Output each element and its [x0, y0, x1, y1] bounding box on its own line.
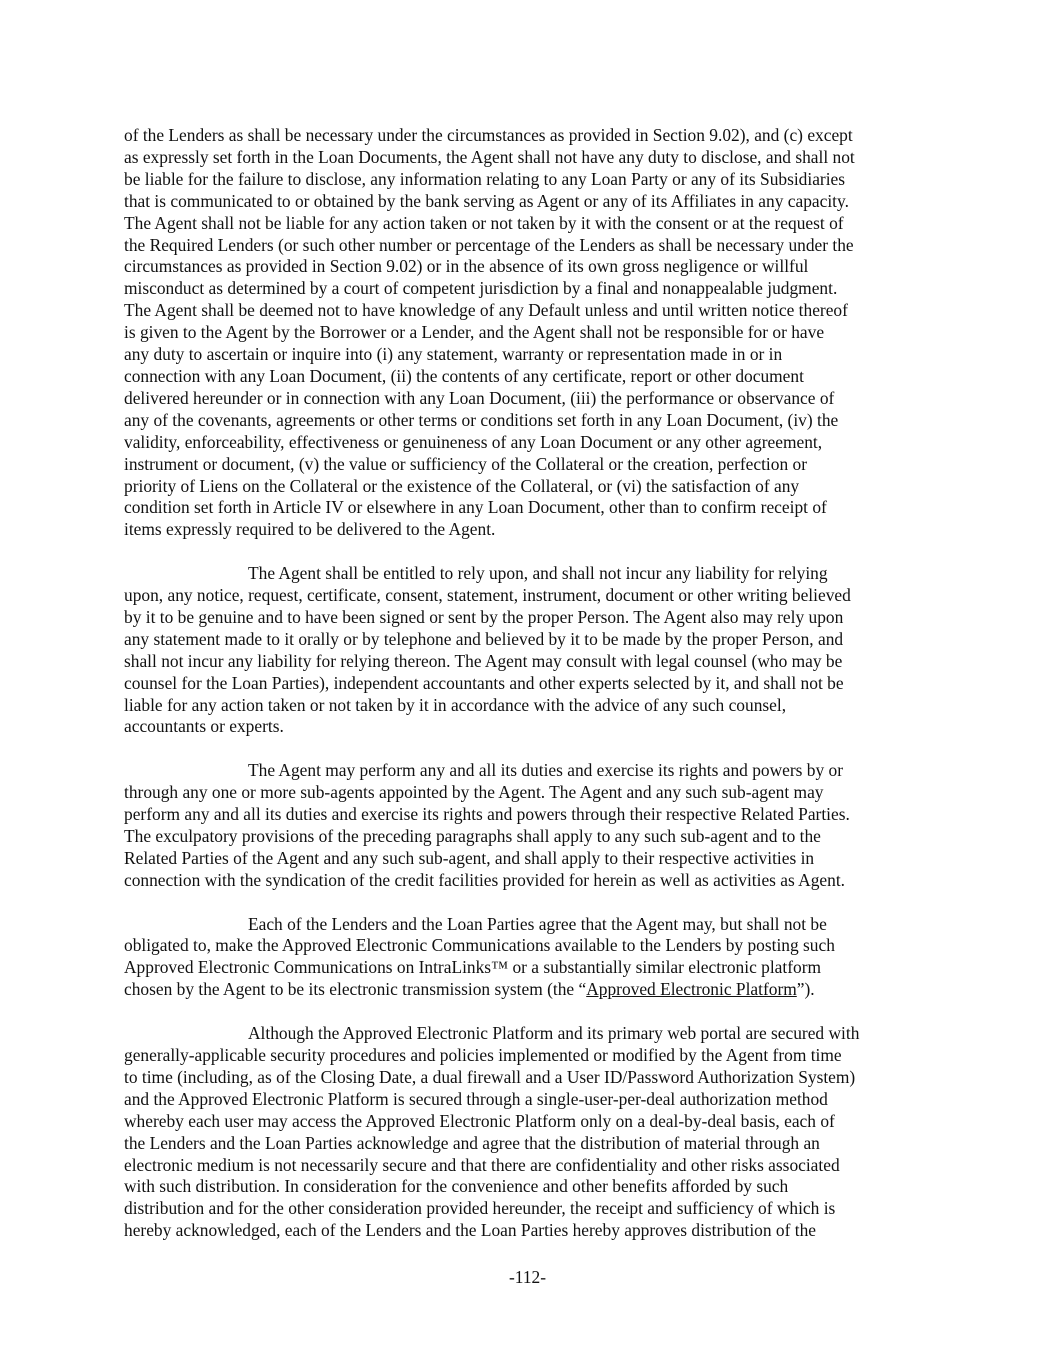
- text-line: as expressly set forth in the Loan Documents, the Agent shall not have any duty to disclose, and shall not: [124, 146, 855, 167]
- text-fragment: chosen by the Agent to be its electronic transmission system (the “: [124, 979, 587, 1000]
- text-line: any of the covenants, agreements or other terms or conditions set forth in any Loan Document, (iv) the: [124, 409, 839, 430]
- text-line: through any one or more sub-agents appointed by the Agent. The Agent and any such sub-agent may: [124, 782, 824, 803]
- text-line: hereby acknowledged, each of the Lenders and the Loan Parties hereby approves distribution of the: [124, 1220, 816, 1241]
- text-line: misconduct as determined by a court of competent jurisdiction by a final and nonappealable judgment.: [124, 278, 838, 299]
- text-line: items expressly required to be delivered to the Agent.: [124, 519, 496, 540]
- text-line: the Required Lenders (or such other number or percentage of the Lenders as shall be necessary under the: [124, 234, 854, 255]
- text-line: is given to the Agent by the Borrower or a Lender, and the Agent shall not be responsible for or have: [124, 322, 825, 343]
- paragraph-security: [124, 1023, 924, 1242]
- paragraph-agent-duties: [124, 125, 924, 541]
- paragraph-electronic-platform: [124, 914, 924, 1002]
- text-line: Approved Electronic Communications on IntraLinks™ or a substantially similar electronic platform: [124, 957, 822, 978]
- text-line: delivered hereunder or in connection with any Loan Document, (iii) the performance or observance of: [124, 387, 835, 408]
- text-line: the Lenders and the Loan Parties acknowledge and agree that the distribution of material through an: [124, 1132, 820, 1153]
- text-line: liable for any action taken or not taken by it in accordance with the advice of any such counsel,: [124, 694, 787, 715]
- text-line: The exculpatory provisions of the preceding paragraphs shall apply to any such sub-agent and to the: [124, 825, 821, 846]
- text-line: The Agent shall not be liable for any action taken or not taken by it with the consent or at the request of: [124, 212, 844, 233]
- text-line: The Agent shall be entitled to rely upon, and shall not incur any liability for relying: [248, 563, 828, 584]
- text-line: to time (including, as of the Closing Date, a dual firewall and a User ID/Password Authorization System): [124, 1066, 856, 1087]
- paragraph-reliance: [124, 563, 924, 738]
- text-line: connection with the syndication of the credit facilities provided for herein as well as activities as Agent.: [124, 869, 846, 890]
- defined-term: Approved Electronic Platform: [586, 979, 797, 1000]
- text-line: whereby each user may access the Approved Electronic Platform only on a deal-by-deal basis, each of: [124, 1110, 835, 1131]
- text-line: electronic medium is not necessarily secure and that there are confidentiality and other risks associated: [124, 1154, 840, 1175]
- text-line: perform any and all its duties and exercise its rights and powers through their respective Related Parties.: [124, 804, 850, 825]
- text-line: shall not incur any liability for relying thereon. The Agent may consult with legal counsel (who may be: [124, 650, 843, 671]
- text-line: The Agent may perform any and all its duties and exercise its rights and powers by or: [248, 760, 843, 781]
- document-body: [124, 125, 924, 1242]
- text-line: Each of the Lenders and the Loan Parties agree that the Agent may, but shall not be: [248, 913, 827, 934]
- text-line: be liable for the failure to disclose, any information relating to any Loan Party or any of its Subsidiaries: [124, 168, 846, 189]
- text-line: The Agent shall be deemed not to have knowledge of any Default unless and until written notice thereof: [124, 300, 848, 321]
- text-line: that is communicated to or obtained by the bank serving as Agent or any of its Affiliates in any capacity.: [124, 190, 849, 211]
- text-line: distribution and for the other consideration provided hereunder, the receipt and sufficiency of which is: [124, 1198, 836, 1219]
- text-line: generally-applicable security procedures and policies implemented or modified by the Agent from time: [124, 1045, 842, 1065]
- text-line: of the Lenders as shall be necessary under the circumstances as provided in Section 9.02), and (c) except: [124, 125, 853, 145]
- text-fragment: ”).: [796, 979, 815, 1000]
- text-line: accountants or experts.: [124, 716, 284, 737]
- text-line: any duty to ascertain or inquire into (i) any statement, warranty or representation made in or in: [124, 344, 783, 365]
- text-line: circumstances as provided in Section 9.02) or in the absence of its own gross negligence or willful: [124, 256, 809, 277]
- paragraph-sub-agents: [124, 760, 924, 891]
- text-line: and the Approved Electronic Platform is secured through a single-user-per-deal authorization method: [124, 1088, 828, 1109]
- text-line: Although the Approved Electronic Platform and its primary web portal are secured with: [248, 1023, 860, 1044]
- text-line: condition set forth in Article IV or elsewhere in any Loan Document, other than to confirm receipt of: [124, 497, 827, 518]
- page-number: -112-: [508, 1267, 547, 1287]
- text-line: counsel for the Loan Parties), independent accountants and other experts selected by it, and shall not be: [124, 672, 844, 693]
- text-line: obligated to, make the Approved Electronic Communications available to the Lenders by posting such: [124, 935, 835, 956]
- text-line: connection with any Loan Document, (ii) the contents of any certificate, report or other document: [124, 365, 804, 386]
- text-line: by it to be genuine and to have been signed or sent by the proper Person. The Agent also may rely upon: [124, 606, 844, 627]
- text-line: any statement made to it orally or by telephone and believed by it to be made by the proper Person, and: [124, 628, 844, 649]
- text-line: upon, any notice, request, certificate, consent, statement, instrument, document or other writing believed: [124, 585, 851, 606]
- text-line: priority of Liens on the Collateral or the existence of the Collateral, or (vi) the satisfaction of any: [124, 475, 800, 496]
- text-line: instrument or document, (v) the value or sufficiency of the Collateral or the creation, perfection or: [124, 453, 807, 474]
- text-line-with-defined-term: [124, 979, 924, 1001]
- text-line: with such distribution. In consideration for the convenience and other benefits afforded by such: [124, 1176, 789, 1197]
- text-line: validity, enforceability, effectiveness or genuineness of any Loan Document or any other agreement,: [124, 431, 823, 452]
- text-line: Related Parties of the Agent and any such sub-agent, and shall apply to their respective activities in: [124, 847, 815, 868]
